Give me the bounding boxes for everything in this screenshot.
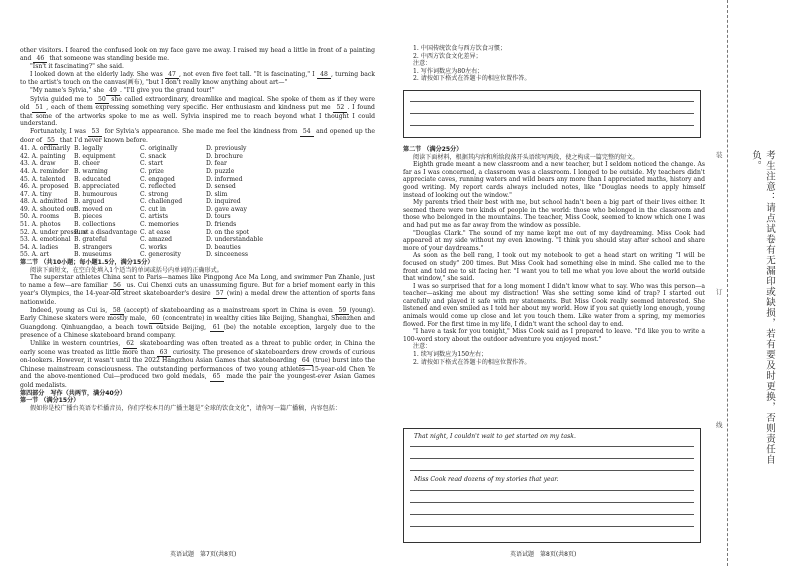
option-choice: C. amazed: [140, 236, 173, 244]
answer-box-1[interactable]: [403, 90, 701, 138]
paragraph: "Isn't it fascinating?" she said.: [30, 63, 124, 71]
option-choice: D. previously: [206, 145, 247, 153]
option-row: [20, 160, 375, 168]
option-choice: 41. A. ordinarily: [20, 145, 71, 153]
option-choice: B. humourous: [74, 190, 118, 198]
option-choice: C. generosity: [140, 251, 181, 259]
blank-48: 48: [317, 71, 331, 80]
part-title: 第四部分 写作（共两节，满分40分）: [20, 389, 126, 397]
passage-continuation: [20, 47, 375, 412]
blank-47: 47: [165, 71, 179, 80]
option-choice: 50. A. rooms: [20, 213, 60, 221]
story-paragraph: I was so surprised that for a long moment I didn't know what to say. Who was this person—a teacher—asking me about my distraction! Was she setting some kind of trap? I started out carefully and played it safe with my statements. But Miss Cook really seemed interested. She listened and even smiled as I told her about my world. How if you sat quietly long enough, young animals would come up close and let you touch them. Like water from a spring, my memories flowed. For the first time in my life, I didn't want the school day to end.: [403, 282, 705, 328]
option-choice: C. at ease: [140, 228, 171, 236]
option-choice: B. collections: [74, 221, 116, 229]
writing-section: [403, 45, 705, 83]
candidate-notice: 考生注意：请点试卷有无漏印或缺损，若有要及时更换，否则责任自负。: [750, 150, 775, 465]
option-choice: 53. A. emotional: [20, 236, 71, 244]
option-choice: C. challenged: [140, 198, 183, 206]
paragraph: other visitors. I feared the confused look on my face gave me away. I raised my head a little in front of a painting and 46 that someone was standing beside me.: [20, 47, 375, 62]
blank-60: 60: [149, 315, 163, 324]
binding-label: 订: [716, 288, 723, 296]
binding-dash-line: [727, 0, 728, 566]
paragraph: Indeed, young as Cui is, 58 (accept) of skateboarding as a mainstream sport in China is even 59 (young). Early Chinese skaters were mostly male, 60 (concentrate) in wealthy cities like Beijing, Shanghai, Shenzhen and Guangdong. Qinhuangdao, a beach town outside Beijing, 61 (be) the notable exception, largely due to the presence of a Chinese skateboard brand company.: [20, 306, 375, 340]
option-choice: B. cheer: [74, 160, 100, 168]
option-choice: B. at a disadvantage: [74, 228, 138, 236]
writing-item: 1. 中国传统饮食与西方饮食习惯；: [413, 45, 507, 52]
blank-62: 62: [123, 340, 137, 349]
option-choice: D. sinceeness: [206, 251, 248, 259]
option-row: [20, 206, 375, 214]
prompt-first-para: That night, I couldn't wait to get started on my task.: [414, 433, 576, 440]
prompt-second-para: Miss Cook read dozens of my stories that year.: [414, 476, 559, 483]
section-title: 第二节 （满分25分）: [403, 146, 463, 153]
option-choice: D. friends: [206, 221, 237, 229]
story-text: [403, 161, 705, 343]
options-list: [20, 145, 375, 259]
section-instruction: 阅读下面材料，根据其内容和所给段落开头语续写两段，使之构成一篇完整的短文。: [413, 153, 639, 161]
section-title: 第二节 （共10小题；每小题1.5分，满分15分）: [20, 259, 154, 267]
section-title: 第一节 （满分15分）: [20, 397, 80, 405]
option-choice: B. educated: [74, 175, 111, 183]
option-choice: D. gave away: [206, 205, 247, 213]
blank-49: 49: [106, 87, 120, 96]
option-row: [20, 198, 375, 206]
option-choice: C. originally: [140, 145, 178, 153]
option-choice: 43. A. draw: [20, 160, 56, 168]
blank-58: 58: [110, 307, 124, 316]
option-choice: D. inquired: [206, 198, 241, 206]
answer-box-2[interactable]: [403, 428, 701, 543]
story-paragraph: As soon as the bell rang, I took out my notebook to get a head start on writing "I will be focused on study" 200 times. But Miss Cook had something else in mind. She called me to the front and told me to sit facing her. "I want you to tell me what you love about the world outside that window," she said.: [403, 252, 705, 283]
option-choice: C. prize: [140, 167, 164, 175]
option-choice: B. strangers: [74, 243, 112, 251]
paragraph: Unlike in western countries, 62 skateboarding was often treated as a threat to public order, in China the early scene was treated as little more than 63 curiosity. The presence of skateboarders drew crowds of curious on-lookers. However, it wasn't until the 2022 Hangzhou Asian Games that skateboarding 64 (true) burst into the Chinese mainstream consciousness. The outstanding performances of two young athletes—15-year-old Chen Ye and the above-mentioned Cui—produced two gold medals, 65 made the pair the youngest-ever Asian Games gold medalists.: [20, 339, 375, 389]
continuation-section: [403, 146, 705, 366]
binding-label: 装: [716, 151, 723, 159]
option-row: [20, 191, 375, 199]
option-choice: 48. A. admitted: [20, 198, 68, 206]
story-paragraph: My parents tried their best with me, but school hadn't been a big part of their lives either. It seemed there were two kinds of people in the world: those who belonged in the classroom and those who belonged in the mountains. The teacher, Miss Cook, seemed to know which one I was and had put me as far away from the window as possible.: [403, 199, 705, 229]
option-choice: B. moved on: [74, 205, 113, 213]
blank-54: 54: [300, 128, 314, 137]
option-choice: 51. A. photos: [20, 221, 61, 229]
option-row: [20, 244, 375, 252]
page-footer: 英语试题 第8页(共8页): [510, 551, 577, 558]
option-choice: 46. A. proposed: [20, 183, 69, 191]
blank-65: 65: [210, 373, 224, 382]
option-row: [20, 153, 375, 161]
option-choice: 55. A. art: [20, 251, 49, 259]
option-choice: C. memories: [140, 221, 179, 229]
option-choice: 54. A. ladies: [20, 243, 59, 251]
left-page: [0, 0, 395, 566]
option-choice: 44. A. reminder: [20, 167, 69, 175]
writing-note: 1. 续写词数应为150左右；: [413, 351, 488, 359]
writing-task-body: 假如你是校广播台英语专栏播音员，你们学校本月的广播主题是“全球的饮食文化”，请你写一篇广播稿，内容包括：: [30, 404, 341, 412]
paragraph: Fortunately, I was 53 for Sylvia's appearance. She made me feel the kindness from 54 and opened up the door of 55 that I'd never known before.: [20, 127, 375, 144]
option-choice: D. informed: [206, 175, 243, 183]
notes-label: 注意：: [413, 343, 432, 351]
right-page: [395, 0, 800, 566]
story-paragraph: Eighth grade meant a new classroom and a new teacher, but I seldom noticed the change. As far as I was concerned, a classroom was a classroom. I longed to be outside. My teachers didn't appreciate caves, running waters and wild bears any more than I appreciated maths, history and good writing. My report cards always included notes, like "Douglas needs to apply himself instead of looking out the window.": [403, 161, 705, 199]
option-row: [20, 176, 375, 184]
story-paragraph: "I have a task for you tonight," Miss Cook said as I prepared to leave. "I'd like you to write a 100-word story about the outdoor adventure you enjoyed most.": [403, 328, 705, 343]
blank-55: 55: [44, 137, 58, 146]
option-choice: B. appreciated: [74, 183, 120, 191]
option-choice: C. snack: [140, 152, 167, 160]
option-choice: D. slim: [206, 190, 228, 198]
paragraph: "My name's Sylvia," she 49 . "I'll give you the grand tour!": [30, 86, 215, 94]
paragraph: The superstar athletes China sent to Paris—names like Pingpong Ace Ma Long, and swimmer Pan Zhanle, just to name a few—are familiar 56 us. Cui Chenxi cuts an unassuming figure. But for a brief moment early in this year's Olympics, the 14-year-old street skateboarder's desire 57 (win) a medal drew the attention of sports fans nationwide.: [20, 274, 376, 306]
blank-51: 51: [32, 104, 46, 113]
page-footer: 英语试题 第7页(共8页): [170, 551, 237, 558]
option-row: [20, 229, 375, 237]
option-choice: B. pieces: [74, 213, 102, 221]
option-row: [20, 236, 375, 244]
story-paragraph: "Douglas Clark." The sound of my name kept me out of my daydreaming. Miss Cook had appeared at my side without my even knowing. "I think you should stay after school and share more of your daydreams.": [403, 229, 705, 252]
writing-note: 1. 写作词数应为80左右；: [413, 67, 484, 75]
blank-46: 46: [33, 55, 47, 64]
option-choice: D. beauties: [206, 243, 241, 251]
option-choice: D. understandable: [206, 236, 263, 244]
blank-50: 50: [95, 96, 109, 105]
blank-53: 53: [88, 128, 102, 137]
blank-52: 52: [333, 104, 347, 113]
option-choice: 42. A. painting: [20, 152, 66, 160]
blank-57: 57: [213, 290, 227, 299]
option-choice: B. equipment: [74, 152, 116, 160]
option-choice: D. fear: [206, 160, 227, 168]
option-choice: C. reflected: [140, 183, 176, 191]
paragraph: I looked down at the elderly lady. She was 47 , not even five feet tall. "It is fascinating," I 48 , turning back to the artist's touch on the canvas(画布), "but I don't really know anything about art—": [20, 70, 376, 87]
writing-item: 2. 中西方饮食文化差异；: [413, 52, 482, 60]
option-choice: C. works: [140, 243, 167, 251]
notes-label: 注意：: [413, 60, 432, 68]
option-row: [20, 221, 375, 229]
blank-59: 59: [335, 307, 349, 316]
section-instruction: 阅读下面短文，在空白处填入1个适当的单词或括号内单词的正确形式。: [30, 266, 223, 274]
option-choice: D. on the spot: [206, 228, 250, 236]
option-choice: B. warning: [74, 167, 108, 175]
option-choice: D. puzzle: [206, 167, 235, 175]
option-choice: C. cut in: [140, 205, 166, 213]
option-choice: B. grateful: [74, 236, 107, 244]
blank-61: 61: [210, 324, 224, 333]
option-choice: D. brochure: [206, 152, 243, 160]
blank-64: 64: [299, 357, 313, 366]
binding-label: 线: [716, 421, 723, 429]
blank-56: 56: [110, 282, 124, 291]
option-choice: D. tours: [206, 213, 231, 221]
option-choice: C. start: [140, 160, 163, 168]
option-row: [20, 168, 375, 176]
option-choice: B. argued: [74, 198, 105, 206]
option-choice: C. engaged: [140, 175, 175, 183]
option-choice: C. artists: [140, 213, 168, 221]
option-row: [20, 251, 375, 259]
option-choice: 52. A. under pressure: [20, 228, 88, 236]
option-choice: 49. A. shouted out: [20, 205, 77, 213]
blank-63: 63: [157, 349, 171, 358]
option-choice: 45. A. talented: [20, 175, 66, 183]
writing-note: 2. 请按如下格式在答题卡的相应位置作答。: [413, 75, 531, 83]
option-row: [20, 183, 375, 191]
option-choice: C. strong: [140, 190, 169, 198]
option-choice: B. legally: [74, 145, 103, 153]
paragraph: Sylvia guided me to 50 she called extraordinary, dreamlike and magical. She spoke of them as if they were old 51 , each of them expressing something very specific. Her enthusiasm and kindness put me 52 . I found that some of the artworks spoke to me as well. Sylvia inspired me to reach beyond what I thought I could understand.: [20, 95, 375, 128]
option-choice: 47. A. tiny: [20, 190, 52, 198]
option-row: [20, 213, 375, 221]
option-choice: B. museums: [74, 251, 112, 259]
option-row: [20, 145, 375, 153]
writing-note: 2. 请按如下格式在答题卡的相应位置作答。: [413, 358, 531, 366]
option-choice: D. sensed: [206, 183, 236, 191]
